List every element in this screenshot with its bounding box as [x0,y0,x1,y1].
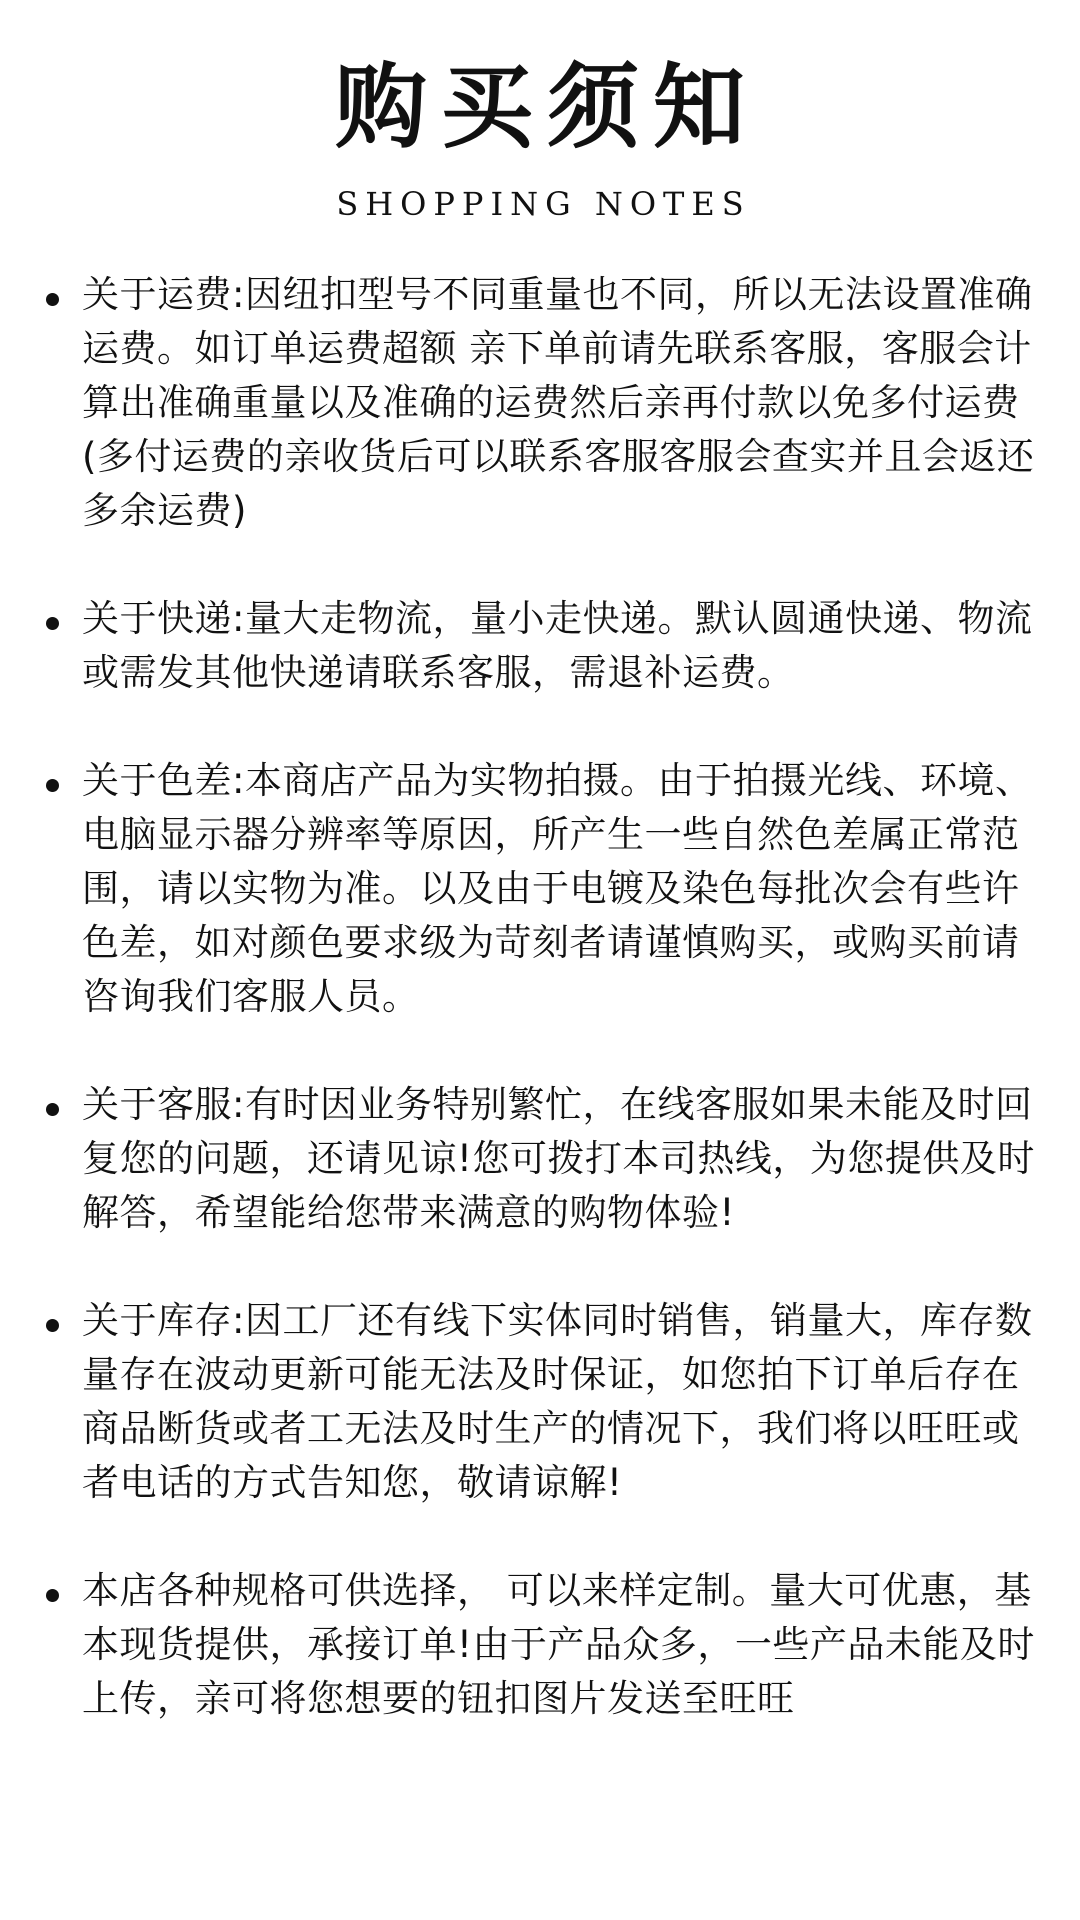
note-item-inventory [40,1294,1040,1510]
header [0,52,1080,224]
note-text: 关于快递:量大走物流，量小走快递。默认圆通快递、物流或需发其他快递请联系客服，需退补运费。 [82,597,1033,694]
notes-list [40,268,1040,1780]
page-title: 购买须知 [334,54,759,161]
bullet-icon [46,1319,59,1332]
note-text: 本店各种规格可供选择， 可以来样定制。量大可优惠，基本现货提供，承接订单!由于产品众多，一些产品未能及时上传，亲可将您想要的钮扣图片发送至旺旺 [82,1569,1035,1720]
page-subtitle: SHOPPING NOTES [336,185,751,223]
bullet-icon [46,1103,59,1116]
note-text: 关于客服:有时因业务特别繁忙，在线客服如果未能及时回复您的问题，还请见谅!您可拨打本司热线，为您提供及时解答，希望能给您带来满意的购物体验! [82,1083,1035,1234]
note-item-customization [40,1564,1040,1726]
bullet-icon [46,293,59,306]
bullet-icon [46,779,59,792]
bullet-icon [46,1589,59,1602]
note-item-courier [40,592,1040,700]
note-item-shipping-fee [40,268,1040,538]
note-item-customer-service [40,1078,1040,1240]
note-text: 关于色差:本商店产品为实物拍摄。由于拍摄光线、环境、电脑显示器分辨率等原因，所产生一些自然色差属正常范围，请以实物为准。以及由于电镀及染色每批次会有些许色差，如对颜色要求级为苛刻者请谨慎购买，或购买前请咨询我们客服人员。 [82,759,1033,1018]
note-item-color-difference [40,754,1040,1024]
note-text: 关于运费:因纽扣型号不同重量也不同，所以无法设置准确运费。如订单运费超额 亲下单前请先联系客服，客服会计算出准确重量以及准确的运费然后亲再付款以免多付运费 (多付运费的亲收货后可以联系客服客服会查实并且会返还多余运费) [82,273,1035,532]
note-text: 关于库存:因工厂还有线下实体同时销售，销量大，库存数量存在波动更新可能无法及时保证，如您拍下订单后存在商品断货或者工无法及时生产的情况下，我们将以旺旺或者电话的方式告知您，敬请谅解! [82,1299,1033,1504]
bullet-icon [46,617,59,630]
